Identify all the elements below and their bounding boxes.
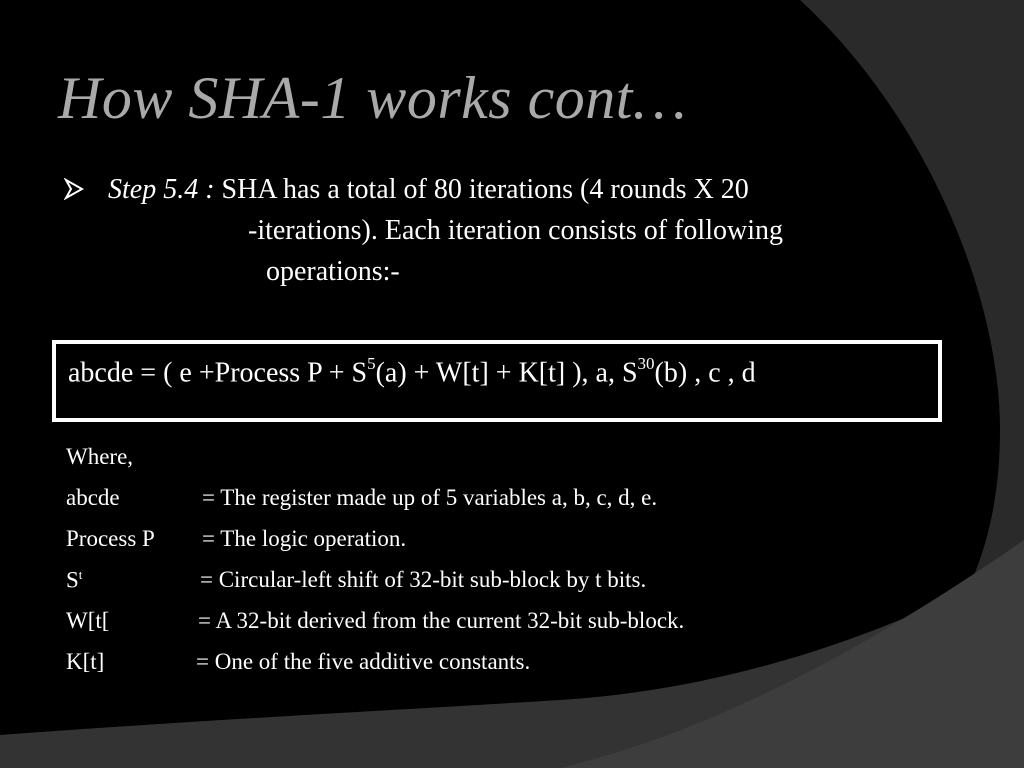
arrow-bullet-icon: [64, 178, 86, 200]
definition-text-wt: = A 32-bit derived from the current 32-bit sub-block.: [198, 608, 685, 633]
formula-box: [52, 340, 942, 422]
bullet-line-3: operations:-: [266, 256, 400, 287]
definition-term-sup-t: t: [78, 567, 83, 582]
slide-title: How SHA-1 works cont…: [58, 65, 687, 131]
definition-term-wt: W[t[: [66, 608, 110, 633]
definition-text-abcde: = The register made up of 5 variables a, b, c, d, e.: [202, 485, 658, 510]
step-label: Step 5.4 :: [108, 174, 215, 205]
formula-text: [68, 356, 756, 389]
formula-sup-1: 5: [367, 354, 376, 373]
definition-text-st: = Circular-left shift of 32-bit sub-block by t bits.: [200, 567, 647, 592]
formula-part-2: (a) + W[t] + K[t] ), a, S: [375, 357, 638, 389]
definition-term-st: [66, 568, 82, 592]
definition-term-process-p: Process P: [66, 526, 155, 551]
definition-text-kt: = One of the five additive constants.: [196, 649, 531, 674]
where-label: Where,: [66, 444, 134, 469]
definition-term-s: S: [66, 567, 79, 593]
definition-term-abcde: abcde: [66, 485, 120, 510]
formula-part-1: abcde = ( e +Process P + S: [68, 357, 368, 389]
bullet-line-1: [108, 176, 749, 204]
formula-part-3: (b) , c , d: [654, 357, 756, 389]
formula-sup-2: 30: [637, 354, 655, 373]
bullet-line-2: -iterations). Each iteration consists of following: [248, 215, 783, 246]
definition-text-process-p: = The logic operation.: [202, 526, 407, 551]
bullet-text-1: SHA has a total of 80 iterations (4 rounds X 20: [214, 174, 749, 205]
definition-term-kt: K[t]: [66, 649, 105, 674]
